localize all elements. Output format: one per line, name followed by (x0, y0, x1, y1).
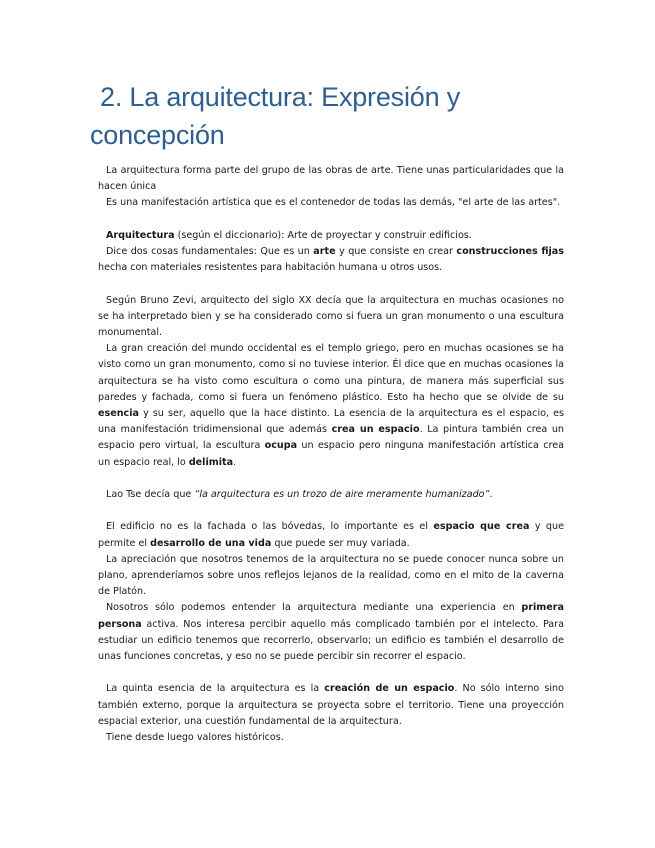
paragraph (98, 519, 564, 551)
paragraph: La apreciación que nosotros tenemos de la arquitectura no se puede conocer nunca sobre un plano, aprenderíamos sobre unos reflejos lejanos de la realidad, como en el mito de la caverna de Platón. (98, 553, 564, 598)
text-run: . (233, 456, 237, 468)
paragraph (98, 681, 564, 730)
bold-term: crea un espacio (331, 424, 420, 436)
paragraph (98, 228, 564, 244)
title-line-1: 2. La arquitectura: Expresión y (100, 82, 461, 112)
text-run: El edificio no es la fachada o las bóvedas, lo importante es el (106, 521, 434, 533)
bold-term: primera persona (98, 602, 564, 630)
paragraph-gap (98, 276, 564, 292)
text-run: activa. Nos interesa percibir aquello más complicado también por el intelecto. Para estudiar un edificio tenemos que recorrerlo, observarlo; un edificio es también el desarrollo de unas funciones concretas, y eso no se puede percibir sin recorrer el espacio. (98, 618, 564, 663)
paragraph: La arquitectura forma parte del grupo de las obras de arte. Tiene unas particularidades que la hacen única (98, 165, 564, 193)
paragraph-gap (98, 471, 564, 487)
text-run: hecha con materiales resistentes para habitación humana u otros usos. (98, 262, 443, 274)
paragraph-gap (98, 503, 564, 519)
text-run: La gran creación del mundo occidental es el templo griego, pero en muchas ocasiones se ha visto como un gran monumento, como si no tuviese interior. Él dice que en muchas ocasiones la arquitectura se ha visto como escultura o como una pintura, de manera más superficial sus paredes y fachada, como si fuera un fenómeno plástico. Esto ha hecho que se olvide de su (98, 343, 564, 403)
bold-term: desarrollo de una vida (150, 537, 272, 549)
text-run: Nosotros sólo podemos entender la arquitectura mediante una experiencia en (106, 602, 522, 614)
text-run: (según el diccionario): Arte de proyectar y construir edificios. (174, 229, 472, 241)
quote: “la arquitectura es un trozo de aire meramente humanizado” (194, 489, 490, 501)
bold-term: creación de un espacio (324, 683, 455, 695)
text-run: y que consiste en crear (335, 246, 457, 257)
text-run: y que permite el (98, 521, 564, 549)
body-text (98, 163, 564, 746)
text-run: Lao Tse decía que (106, 489, 195, 501)
bold-term: ocupa (264, 440, 298, 452)
text-run: La quinta esencia de la arquitectura es la (106, 683, 325, 695)
text-run: . La pintura también crea un espacio pero virtual, la escultura (98, 424, 564, 452)
text-run: que puede ser muy variada. (271, 537, 410, 549)
bold-term: arte (313, 246, 336, 257)
text-run: y su ser, aquello que la hace distinto. La esencia de la arquitectura es el espacio, es una manifestación tridimensional que además (98, 408, 564, 436)
text-run: . (489, 489, 493, 501)
text-run: Dice dos cosas fundamentales: Que es un (106, 246, 314, 257)
bold-term: esencia (98, 408, 140, 420)
paragraph (98, 244, 564, 276)
bold-term: espacio que crea (433, 521, 530, 533)
bold-term: delimita (188, 456, 234, 468)
paragraph: Tiene desde luego valores históricos. (106, 732, 284, 744)
paragraph-gap (98, 212, 564, 228)
paragraph (98, 487, 564, 503)
paragraph (98, 600, 564, 665)
bold-term: construcciones fijas (456, 246, 564, 257)
paragraph: Según Bruno Zevi, arquitecto del siglo XX decía que la arquitectura en muchas ocasiones no se ha interpretado bien y se ha considerado como si fuera un gran monumento o una escultura monumental. (98, 294, 564, 338)
title-line-2: concepción (90, 120, 225, 150)
text-run: un espacio pero ninguna manifestación artística crea un espacio real, lo (98, 440, 564, 468)
paragraph: Es una manifestación artística que es el contenedor de todas las demás, "el arte de las artes". (106, 197, 561, 209)
paragraph (98, 341, 564, 471)
bold-term: Arquitectura (106, 229, 175, 241)
text-run: . No sólo interno sino también externo, porque la arquitectura se proyecta sobre el territorio. Tiene una proyección espacial exterior, una cuestión fundamental de la arquitectura. (98, 683, 564, 727)
paragraph-gap (98, 665, 564, 681)
page-title (90, 78, 570, 154)
